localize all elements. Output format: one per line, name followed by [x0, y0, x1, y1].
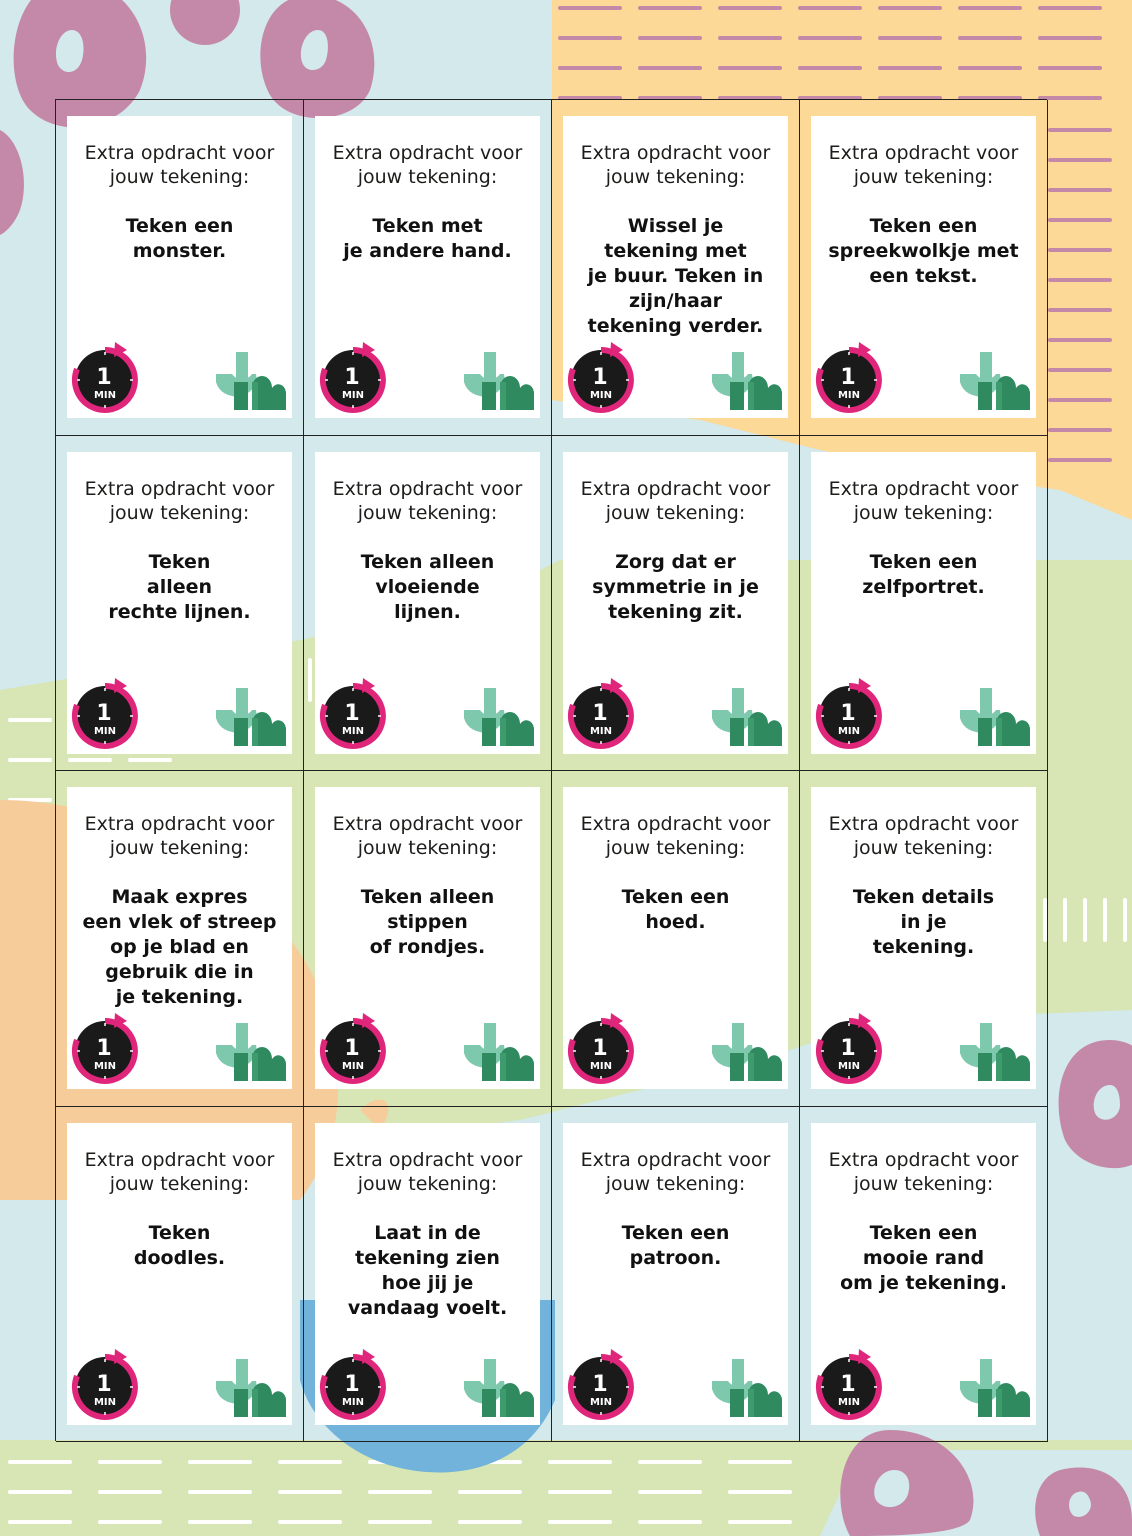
- card-intro: Extra opdracht voor jouw tekening:: [828, 813, 1019, 859]
- timer-unit: MIN: [589, 725, 613, 737]
- timer-number: 1: [96, 700, 112, 726]
- stopwatch-icon: [815, 1345, 887, 1421]
- timer-unit: MIN: [837, 1061, 861, 1072]
- timer-unit: MIN: [341, 1061, 365, 1072]
- timer-unit: MIN: [93, 390, 117, 401]
- card-cell: [56, 100, 304, 436]
- card-intro: Extra opdracht voor jouw tekening:: [580, 813, 771, 859]
- card-cell: [552, 1107, 800, 1443]
- task-card: [811, 1123, 1036, 1425]
- task-card: [315, 116, 540, 418]
- card-sheet: [55, 99, 1047, 1441]
- card-cell: [304, 100, 552, 436]
- stopwatch-icon: [815, 1009, 887, 1085]
- card-task: Wissel je tekening met je buur. Teken in zijn/haar tekening verder.: [587, 215, 764, 337]
- card-task: Laat in de tekening zien hoe jij je vandaag voelt.: [347, 1221, 508, 1319]
- brand-logo-icon: [216, 352, 286, 410]
- timer-unit: MIN: [837, 390, 861, 401]
- card-cell: [304, 771, 552, 1107]
- timer-number: 1: [592, 1371, 608, 1397]
- timer-number: 1: [840, 700, 856, 726]
- task-card: [315, 1123, 540, 1425]
- task-card: [563, 1123, 788, 1425]
- timer-number: 1: [840, 365, 856, 390]
- card-task: Teken een mooie rand om je tekening.: [840, 1221, 1007, 1294]
- timer-unit: MIN: [93, 725, 117, 737]
- card-intro: Extra opdracht voor jouw tekening:: [332, 813, 523, 859]
- card-intro: Extra opdracht voor jouw tekening:: [332, 1148, 523, 1195]
- timer-unit: MIN: [837, 1396, 861, 1408]
- stopwatch-icon: [319, 1345, 391, 1421]
- stopwatch-icon: [71, 1345, 143, 1421]
- timer-unit: MIN: [341, 725, 365, 737]
- card-task: Teken details in je tekening.: [852, 886, 995, 958]
- timer-number: 1: [344, 1371, 360, 1397]
- card-cell: [800, 436, 1048, 772]
- stopwatch-icon: [815, 338, 887, 414]
- timer-unit: MIN: [93, 1396, 117, 1408]
- brand-logo-icon: [712, 352, 782, 410]
- task-card: [811, 116, 1036, 418]
- stopwatch-icon: [71, 338, 143, 414]
- brand-logo-icon: [712, 688, 782, 746]
- brand-logo-icon: [464, 1359, 534, 1417]
- card-cell: [304, 1107, 552, 1443]
- brand-logo-icon: [464, 688, 534, 746]
- task-card: [811, 787, 1036, 1089]
- brand-logo-icon: [712, 1359, 782, 1417]
- task-card: [67, 452, 292, 754]
- task-card: [67, 787, 292, 1089]
- card-task: Teken een patroon.: [621, 1221, 730, 1269]
- card-task: Zorg dat er symmetrie in je tekening zit.: [592, 550, 759, 623]
- stopwatch-icon: [319, 338, 391, 414]
- task-card: [563, 787, 788, 1089]
- card-cell: [304, 436, 552, 772]
- timer-number: 1: [592, 700, 608, 726]
- timer-number: 1: [96, 1371, 112, 1397]
- timer-number: 1: [840, 1036, 856, 1061]
- stopwatch-icon: [567, 338, 639, 414]
- timer-number: 1: [592, 365, 608, 390]
- card-task: Teken een hoed.: [621, 886, 730, 933]
- card-cell: [800, 771, 1048, 1107]
- card-intro: Extra opdracht voor jouw tekening:: [580, 477, 771, 524]
- card-intro: Extra opdracht voor jouw tekening:: [580, 142, 771, 188]
- stopwatch-icon: [319, 674, 391, 750]
- task-card: [67, 1123, 292, 1425]
- task-card: [563, 452, 788, 754]
- card-intro: Extra opdracht voor jouw tekening:: [84, 142, 275, 188]
- card-task: Teken alleen stippen of rondjes.: [360, 886, 495, 958]
- card-intro: Extra opdracht voor jouw tekening:: [332, 477, 523, 524]
- timer-unit: MIN: [341, 1396, 365, 1408]
- brand-logo-icon: [960, 352, 1030, 410]
- card-cell: [800, 1107, 1048, 1443]
- card-intro: Extra opdracht voor jouw tekening:: [828, 142, 1019, 188]
- card-intro: Extra opdracht voor jouw tekening:: [84, 477, 275, 524]
- timer-number: 1: [840, 1371, 856, 1397]
- card-intro: Extra opdracht voor jouw tekening:: [580, 1148, 771, 1195]
- timer-unit: MIN: [93, 1061, 117, 1072]
- timer-number: 1: [344, 365, 360, 390]
- stopwatch-icon: [567, 1345, 639, 1421]
- card-task: Teken doodles.: [133, 1221, 226, 1269]
- task-card: [563, 116, 788, 418]
- brand-logo-icon: [960, 688, 1030, 746]
- brand-logo-icon: [960, 1359, 1030, 1417]
- card-task: Teken alleen vloeiende lijnen.: [360, 550, 495, 623]
- timer-unit: MIN: [589, 390, 613, 401]
- stopwatch-icon: [815, 674, 887, 750]
- card-task: Teken een monster.: [125, 215, 234, 262]
- brand-logo-icon: [960, 1023, 1030, 1081]
- brand-logo-icon: [216, 1359, 286, 1417]
- card-cell: [552, 100, 800, 436]
- task-card: [315, 452, 540, 754]
- stopwatch-icon: [71, 1009, 143, 1085]
- card-cell: [56, 771, 304, 1107]
- card-intro: Extra opdracht voor jouw tekening:: [828, 477, 1019, 524]
- timer-number: 1: [96, 1036, 112, 1061]
- card-cell: [552, 436, 800, 772]
- card-task: Teken een zelfportret.: [862, 550, 985, 598]
- stopwatch-icon: [567, 674, 639, 750]
- task-card: [315, 787, 540, 1089]
- brand-logo-icon: [216, 688, 286, 746]
- card-task: Maak expres een vlek of streep op je blad en gebruik die in je tekening.: [82, 886, 277, 1008]
- card-cell: [800, 100, 1048, 436]
- card-intro: Extra opdracht voor jouw tekening:: [828, 1148, 1019, 1195]
- task-card: [811, 452, 1036, 754]
- stopwatch-icon: [567, 1009, 639, 1085]
- card-task: Teken alleen rechte lijnen.: [108, 550, 251, 623]
- timer-number: 1: [344, 700, 360, 726]
- task-card: [67, 116, 292, 418]
- card-cell: [56, 436, 304, 772]
- stopwatch-icon: [319, 1009, 391, 1085]
- card-task: Teken met je andere hand.: [343, 215, 512, 262]
- brand-logo-icon: [464, 1023, 534, 1081]
- brand-logo-icon: [464, 352, 534, 410]
- timer-unit: MIN: [589, 1061, 613, 1072]
- timer-unit: MIN: [589, 1396, 613, 1408]
- timer-unit: MIN: [837, 725, 861, 737]
- card-intro: Extra opdracht voor jouw tekening:: [84, 1148, 275, 1195]
- timer-number: 1: [344, 1036, 360, 1061]
- card-task: Teken een spreekwolkje met een tekst.: [828, 215, 1019, 287]
- timer-number: 1: [592, 1036, 608, 1061]
- brand-logo-icon: [216, 1023, 286, 1081]
- card-intro: Extra opdracht voor jouw tekening:: [84, 813, 275, 859]
- brand-logo-icon: [712, 1023, 782, 1081]
- stopwatch-icon: [71, 674, 143, 750]
- timer-number: 1: [96, 365, 112, 390]
- timer-unit: MIN: [341, 390, 365, 401]
- card-cell: [552, 771, 800, 1107]
- card-cell: [56, 1107, 304, 1443]
- card-intro: Extra opdracht voor jouw tekening:: [332, 142, 523, 188]
